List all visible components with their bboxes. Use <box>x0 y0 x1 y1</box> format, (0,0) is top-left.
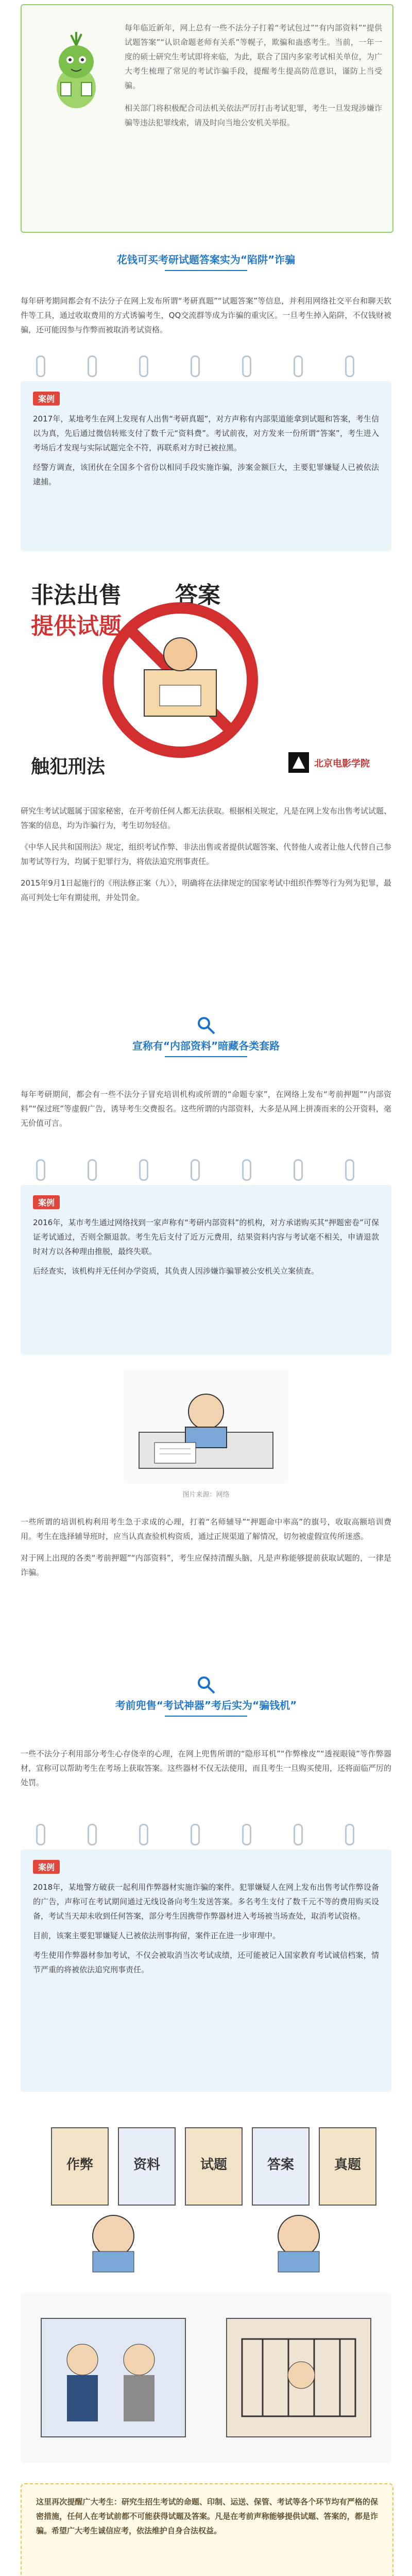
illustration-cheat-books <box>21 2107 391 2277</box>
book-label: 真题 <box>334 2157 362 2173</box>
case2-paragraph: 2016年，某市考生通过网络找到一家声称有“考研内部资料”的机构，对方承诺购买其“押题密卷”可保证考试通过，否则全额退款。考生先后支付了近万元费用，结果资料内容与考试毫不相关，申请退款时对方以各种理由推脱，最终失联。 <box>33 1218 379 1256</box>
magnifier-icon <box>196 1015 216 1036</box>
binder-rings <box>31 1159 381 1180</box>
headline-text-1: 非法出售 <box>31 582 122 608</box>
binder-ring <box>242 1824 251 1845</box>
binder-ring <box>36 1824 45 1845</box>
section2-paragraph: 每年考研期间，都会有一些不法分子冒充培训机构或所谓的“命题专家”，在网络上发布“考前押题”“内部资料”“保过班”等虚假广告，诱导考生交费报名。这些所谓的内部资料，大多是从网上拼凑而来的公开资料，毫无价值可言。 <box>21 1090 391 1128</box>
binder-ring <box>242 1159 251 1181</box>
section3-title <box>0 1674 412 1717</box>
section2b-text <box>21 1515 391 1580</box>
headline-text-2: 提供试题 <box>31 613 122 639</box>
section3-paragraph: 一些不法分子利用部分考生心存侥幸的心理，在网上兜售所谓的“隐形耳机”“作弊橡皮”“透视眼镜”等作弊器材，宣称可以帮助考生在考场上获取答案。这些器材不仅无法使用，而且考生一旦购买使用，还将面临严厉的处罚。 <box>21 1749 392 1787</box>
study-illustration <box>124 1370 288 1484</box>
case3-text <box>21 1874 391 1987</box>
binder-ring <box>191 1824 200 1845</box>
section3-title-underline <box>165 1716 247 1717</box>
case3-tag: 案例 <box>33 1860 60 1874</box>
binder-ring <box>294 1159 303 1181</box>
reminder-box <box>21 2483 393 2576</box>
book-label: 答案 <box>267 2157 295 2173</box>
binder-ring <box>345 355 354 377</box>
binder-ring <box>294 1824 303 1845</box>
case1-box <box>21 381 391 551</box>
headline-text-3: 答案 <box>175 582 220 608</box>
binder-ring <box>345 1824 354 1845</box>
binder-ring <box>36 355 45 377</box>
binder-ring <box>139 355 148 377</box>
section1-title-underline <box>165 270 247 271</box>
magnifier-icon <box>196 1674 216 1695</box>
section1b-text <box>21 804 391 905</box>
intro-text <box>125 21 382 130</box>
section1b-paragraph: 《中华人民共和国刑法》规定，组织考试作弊、非法出售或者提供试题答案、代替他人或者让他人代替自己参加考试等行为，均属于犯罪行为，将依法追究刑事责任。 <box>21 842 392 866</box>
book-label: 作弊 <box>66 2157 94 2173</box>
illustration-arrest <box>21 2293 391 2463</box>
section2b-paragraph: 对于网上出现的各类“考前押题”“内部资料”，考生应保持清醒头脑，凡是声称能够提前获取试题的，一律是诈骗。 <box>21 1553 391 1577</box>
section1-title-text: 花钱可买考研试题答案实为“陷阱”诈骗 <box>116 253 296 266</box>
book-label: 试题 <box>200 2157 228 2173</box>
illustration-study <box>124 1370 288 1484</box>
cheat-books-illustration <box>21 2107 391 2277</box>
bottom-label: 触犯刑法 <box>31 756 106 777</box>
intro-paragraph: 每年临近新年，网上总有一些不法分子打着“考试包过”“有内部资料”“提供试题答案”“认识命题老师有关系”等幌子，欺骗和蛊惑考生。当前，一年一度的硕士研究生考试即将来临，为此，联合了国内多家考试相关单位，为广大考生梳理了常见的考试诈骗手段，提醒考生提高防范意识，谨防上当受骗。 <box>125 23 382 90</box>
case3-box <box>21 1850 391 2092</box>
brand-name: 北京电影学院 <box>314 758 370 769</box>
binder-ring <box>345 1159 354 1181</box>
binder-ring <box>36 1159 45 1181</box>
case1-text <box>21 405 391 499</box>
binder-rings <box>31 1824 381 1844</box>
case1-paragraph: 2017年，某地考生在网上发现有人出售“考研真题”，对方声称有内部渠道能拿到试题和答案，考生信以为真，先后通过微信转账支付了数千元“资料费”。考试前夜，对方发来一份所谓“答案”，考生进入考场后才发现与实际试题完全不符，再联系对方时已被拉黑。 <box>33 414 379 452</box>
case1-tag: 案例 <box>33 392 60 405</box>
binder-ring <box>139 1824 148 1845</box>
section1-paragraph: 每年研考期间都会有不法分子在网上发布所谓“考研真题”“试题答案”等信息，并利用网络社交平台和聊天软件等工具，通过收取费用的方式诱骗考生，QQ交流群等成为诈骗的重灾区。一旦考生掉入陷阱，不仅钱财被骗，还可能因参与作弊而被取消考试资格。 <box>21 296 391 334</box>
case3-paragraph: 目前，该案主要犯罪嫌疑人已被依法刑事拘留，案件正在进一步审理中。 <box>33 1931 281 1940</box>
case1-paragraph: 经警方调查，该团伙在全国多个省份以相同手段实施诈骗，涉案金额巨大，主要犯罪嫌疑人已被依法逮捕。 <box>33 463 379 486</box>
illustration-illegal-sale <box>21 567 391 788</box>
case3-paragraph: 2018年，某地警方破获一起利用作弊器材实施诈骗的案件。犯罪嫌疑人在网上发布出售考试作弊设备的广告，声称可在考试期间通过无线设备向考生发送答案。多名考生支付了数千元不等的费用购买设备，考试当天却未收到任何答案，部分考生因携带作弊器材进入考场被当场查处，取消考试资格。 <box>33 1883 379 1921</box>
section2-title-underline <box>165 1056 247 1057</box>
section3-text <box>21 1747 391 1790</box>
binder-ring <box>88 1159 97 1181</box>
illegal-sale-illustration <box>21 567 391 788</box>
intro-paragraph: 相关部门将积极配合司法机关依法严厉打击考试犯罪，考生一旦发现涉嫌诈骗等违法犯罪线索，请及时向当地公安机关举报。 <box>125 104 382 127</box>
section2b-paragraph: 一些所谓的培训机构利用考生急于求成的心理，打着“名师辅导”“押题命中率高”的旗号，收取高额培训费用。考生在选择辅导班时，应当认真查验机构资质，通过正规渠道了解情况，切勿被虚假宣传所迷惑。 <box>21 1517 391 1541</box>
binder-ring <box>191 355 200 377</box>
section1-text <box>21 294 391 337</box>
image2-caption: 图片来源：网络 <box>182 1491 230 1499</box>
section2-title-text: 宣称有“内部资料”暗藏各类套路 <box>132 1040 280 1052</box>
book-label: 资料 <box>133 2157 161 2173</box>
case2-paragraph: 后经查实，该机构并无任何办学资质，其负责人因涉嫌诈骗罪被公安机关立案侦查。 <box>33 1266 319 1276</box>
section1b-paragraph: 2015年9月1日起施行的《刑法修正案（九）》，明确将在法律规定的国家考试中组织作弊等行为列为犯罪，最高可判处七年有期徒刑，并处罚金。 <box>21 878 391 902</box>
case2-tag: 案例 <box>33 1195 60 1209</box>
section2-title <box>0 1015 412 1057</box>
section3-title-text: 考前兜售“考试神器”考后实为“骗钱机” <box>115 1699 297 1711</box>
reminder-paragraph: 这里再次提醒广大考生：研究生招生考试的命题、印制、运送、保管、考试等各个环节均有严格的保密措施，任何人在考试前都不可能获得试题及答案。凡是在考前声称能够提供试题、答案的，都是诈骗。希望广大考生诚信应考，依法维护自身合法权益。 <box>36 2497 378 2535</box>
intro-box <box>21 4 393 233</box>
case2-box <box>21 1185 391 1355</box>
binder-ring <box>242 355 251 377</box>
section1-title <box>0 252 412 271</box>
binder-rings <box>31 355 381 376</box>
binder-ring <box>88 355 97 377</box>
reminder-text <box>22 2484 392 2548</box>
case2-text <box>21 1209 391 1289</box>
mascot-icon <box>40 26 112 118</box>
arrest-illustration <box>21 2293 391 2463</box>
section1b-paragraph: 研究生考试试题属于国家秘密，在开考前任何人都无法获取。根据相关规定，凡是在网上发布出售考试试题、答案的信息，均为诈骗行为，考生切勿轻信。 <box>21 806 392 830</box>
binder-ring <box>294 355 303 377</box>
binder-ring <box>88 1824 97 1845</box>
binder-ring <box>139 1159 148 1181</box>
binder-ring <box>191 1159 200 1181</box>
case3-paragraph: 考生使用作弊器材参加考试，不仅会被取消当次考试成绩，还可能被记入国家教育考试诚信档案，情节严重的将被依法追究刑事责任。 <box>33 1951 379 1974</box>
section2-text <box>21 1087 391 1130</box>
